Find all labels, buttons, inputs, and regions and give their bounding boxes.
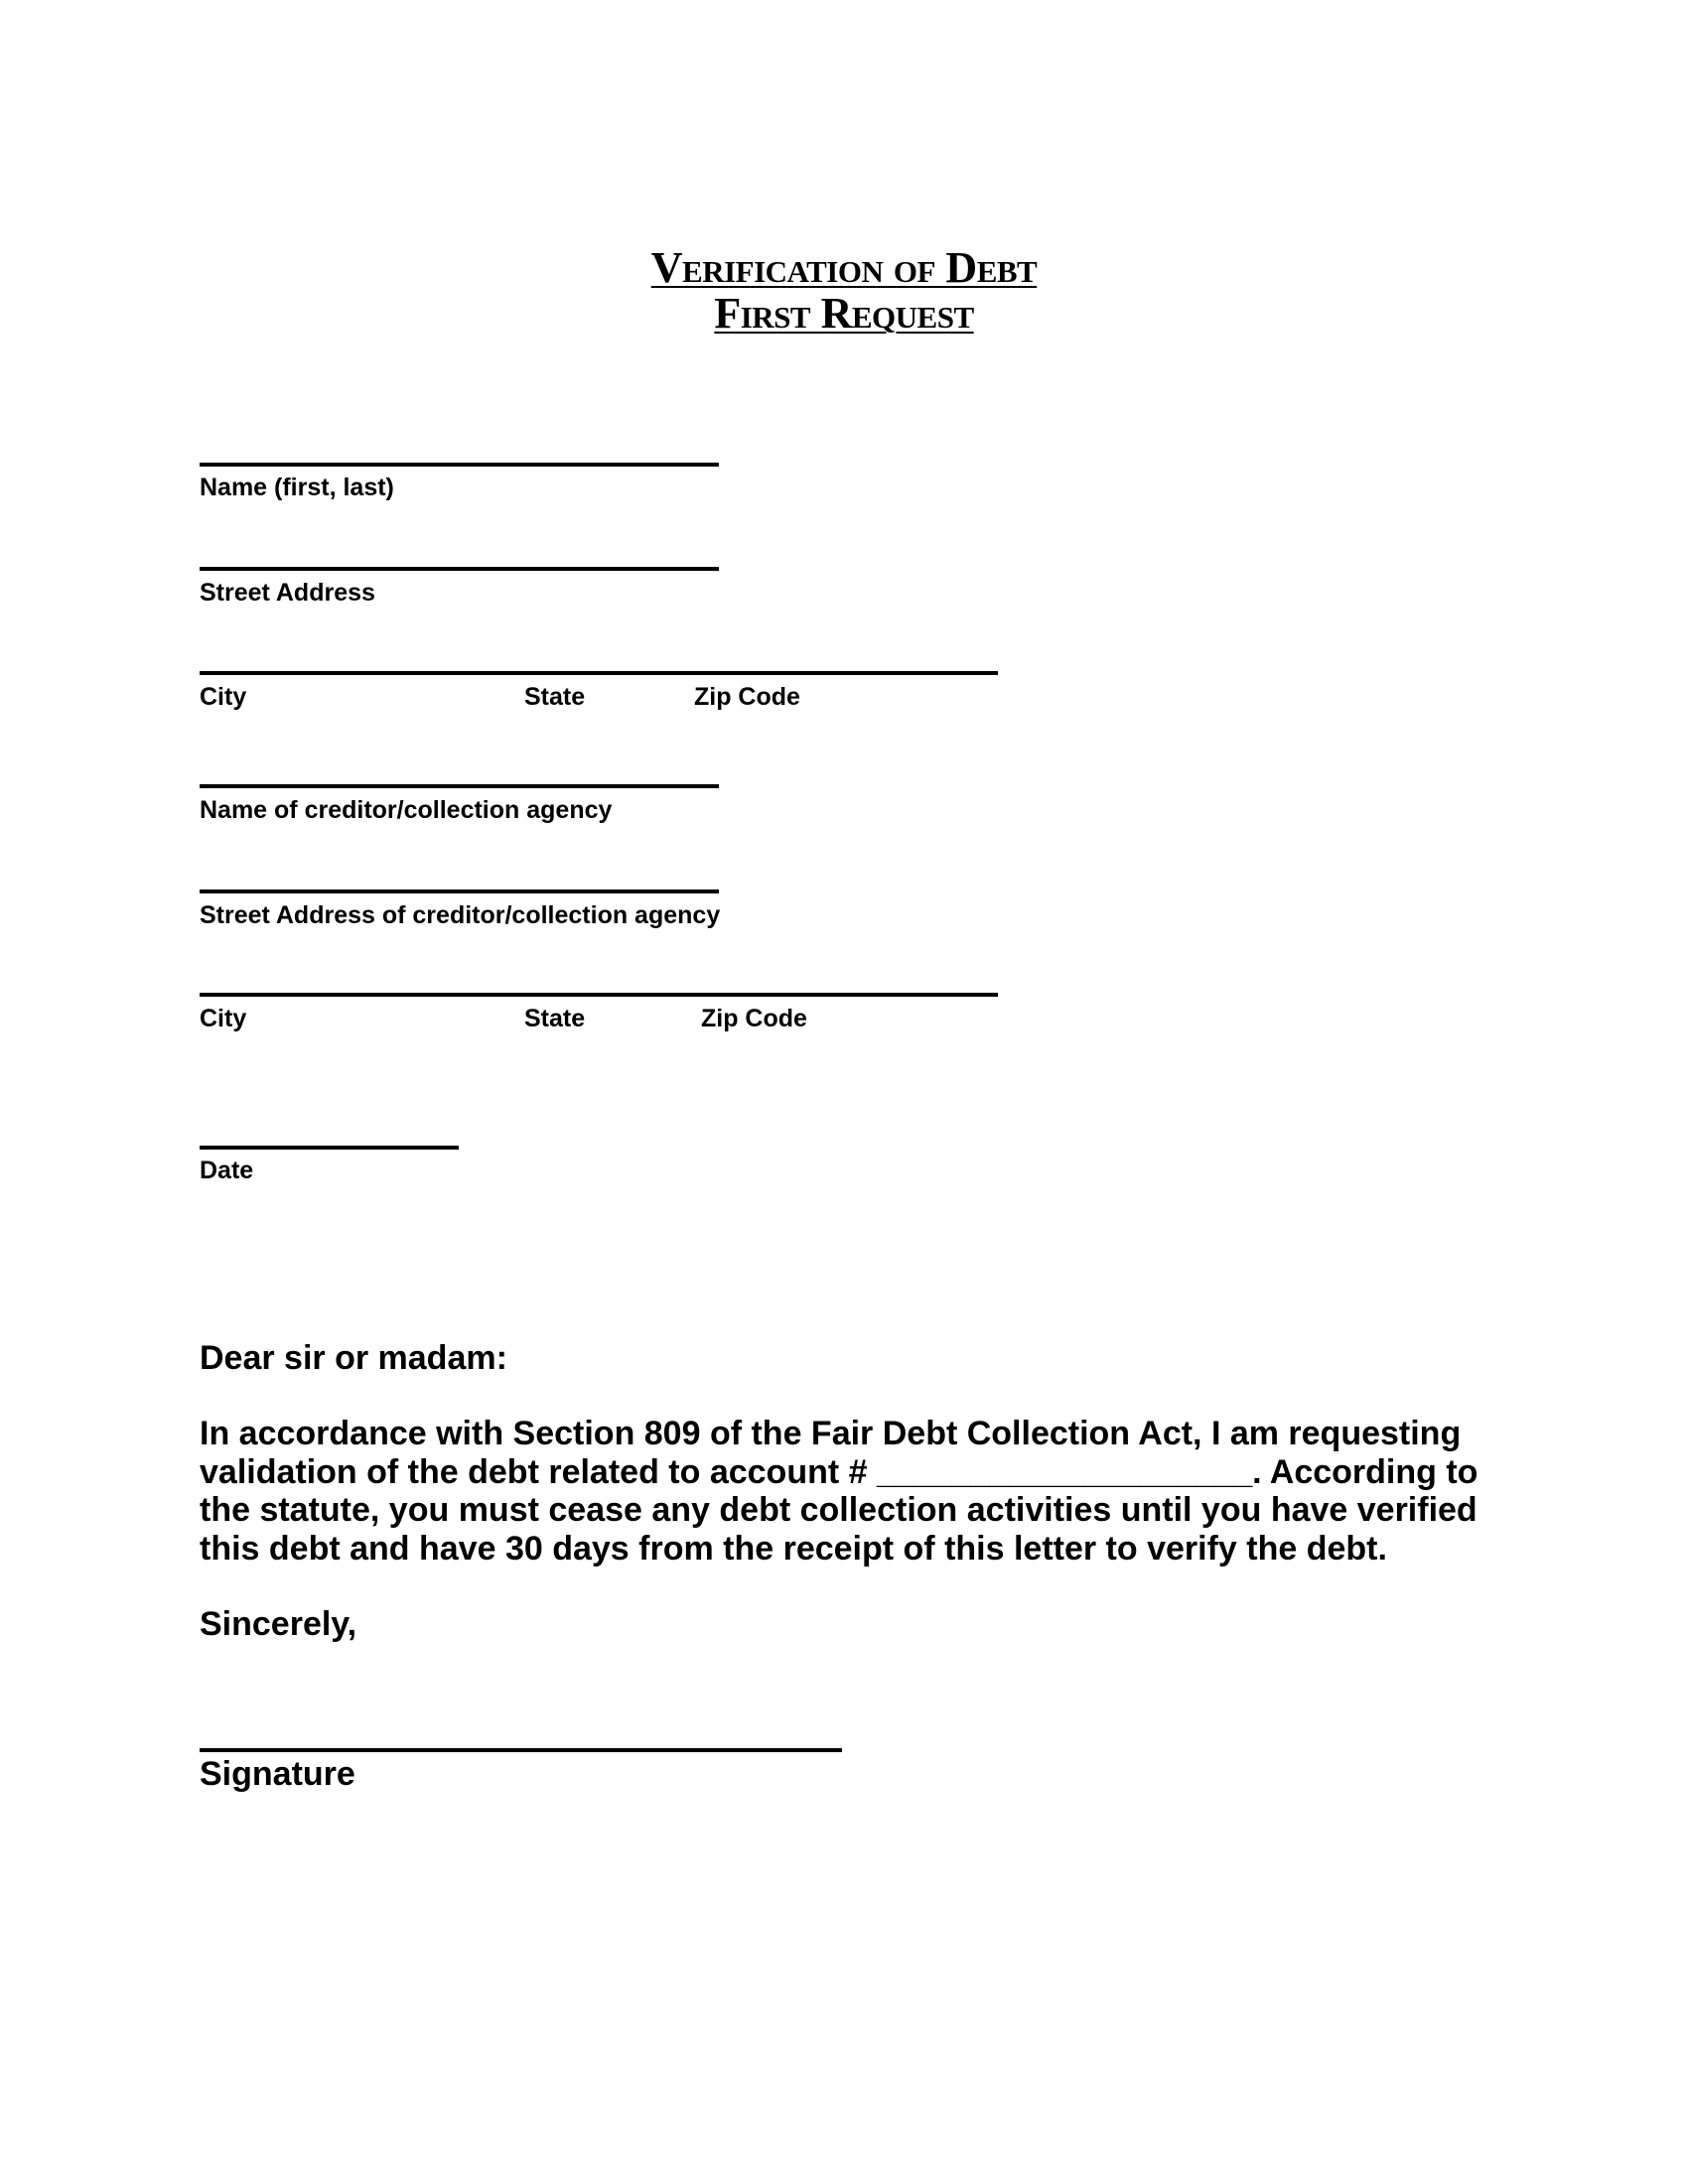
letter-paragraph bbox=[200, 1415, 1490, 1568]
signature-label: Signature bbox=[200, 1755, 355, 1793]
paragraph-line: this debt and have 30 days from the receipt of this letter to verify the debt. bbox=[200, 1529, 1387, 1568]
zip-label: Zip Code bbox=[694, 683, 800, 711]
name-blank-line[interactable] bbox=[200, 463, 719, 467]
street-blank-line[interactable] bbox=[200, 567, 719, 571]
creditor-zip-label: Zip Code bbox=[701, 1005, 807, 1032]
date-label: Date bbox=[200, 1157, 254, 1184]
creditor-city-label: City bbox=[200, 1005, 247, 1032]
creditor-name-blank-line[interactable] bbox=[200, 784, 719, 788]
city-label: City bbox=[200, 683, 247, 711]
document-subtitle bbox=[0, 289, 1688, 338]
name-label: Name (first, last) bbox=[200, 474, 394, 501]
signature-blank-line[interactable] bbox=[200, 1748, 842, 1752]
creditor-street-label: Street Address of creditor/collection agency bbox=[200, 901, 721, 929]
city-state-zip-blank-line[interactable] bbox=[200, 671, 998, 675]
creditor-name-label: Name of creditor/collection agency bbox=[200, 796, 613, 824]
date-blank-line[interactable] bbox=[200, 1146, 459, 1150]
paragraph-line: validation of the debt related to account # ____________________. According to bbox=[200, 1452, 1478, 1491]
creditor-state-label: State bbox=[524, 1005, 586, 1032]
title-line-1: Verification of Debt bbox=[650, 243, 1038, 292]
salutation: Dear sir or madam: bbox=[200, 1339, 507, 1377]
title-line-2: First Request bbox=[714, 289, 974, 338]
creditor-city-state-zip-blank-line[interactable] bbox=[200, 993, 998, 997]
paragraph-line: In accordance with Section 809 of the Fair Debt Collection Act, I am requesting bbox=[200, 1415, 1462, 1452]
creditor-street-blank-line[interactable] bbox=[200, 889, 719, 893]
paragraph-line: the statute, you must cease any debt collection activities until you have verified bbox=[200, 1491, 1477, 1529]
street-label: Street Address bbox=[200, 579, 375, 607]
state-label: State bbox=[524, 683, 586, 711]
closing: Sincerely, bbox=[200, 1605, 357, 1643]
document-title bbox=[0, 243, 1688, 292]
